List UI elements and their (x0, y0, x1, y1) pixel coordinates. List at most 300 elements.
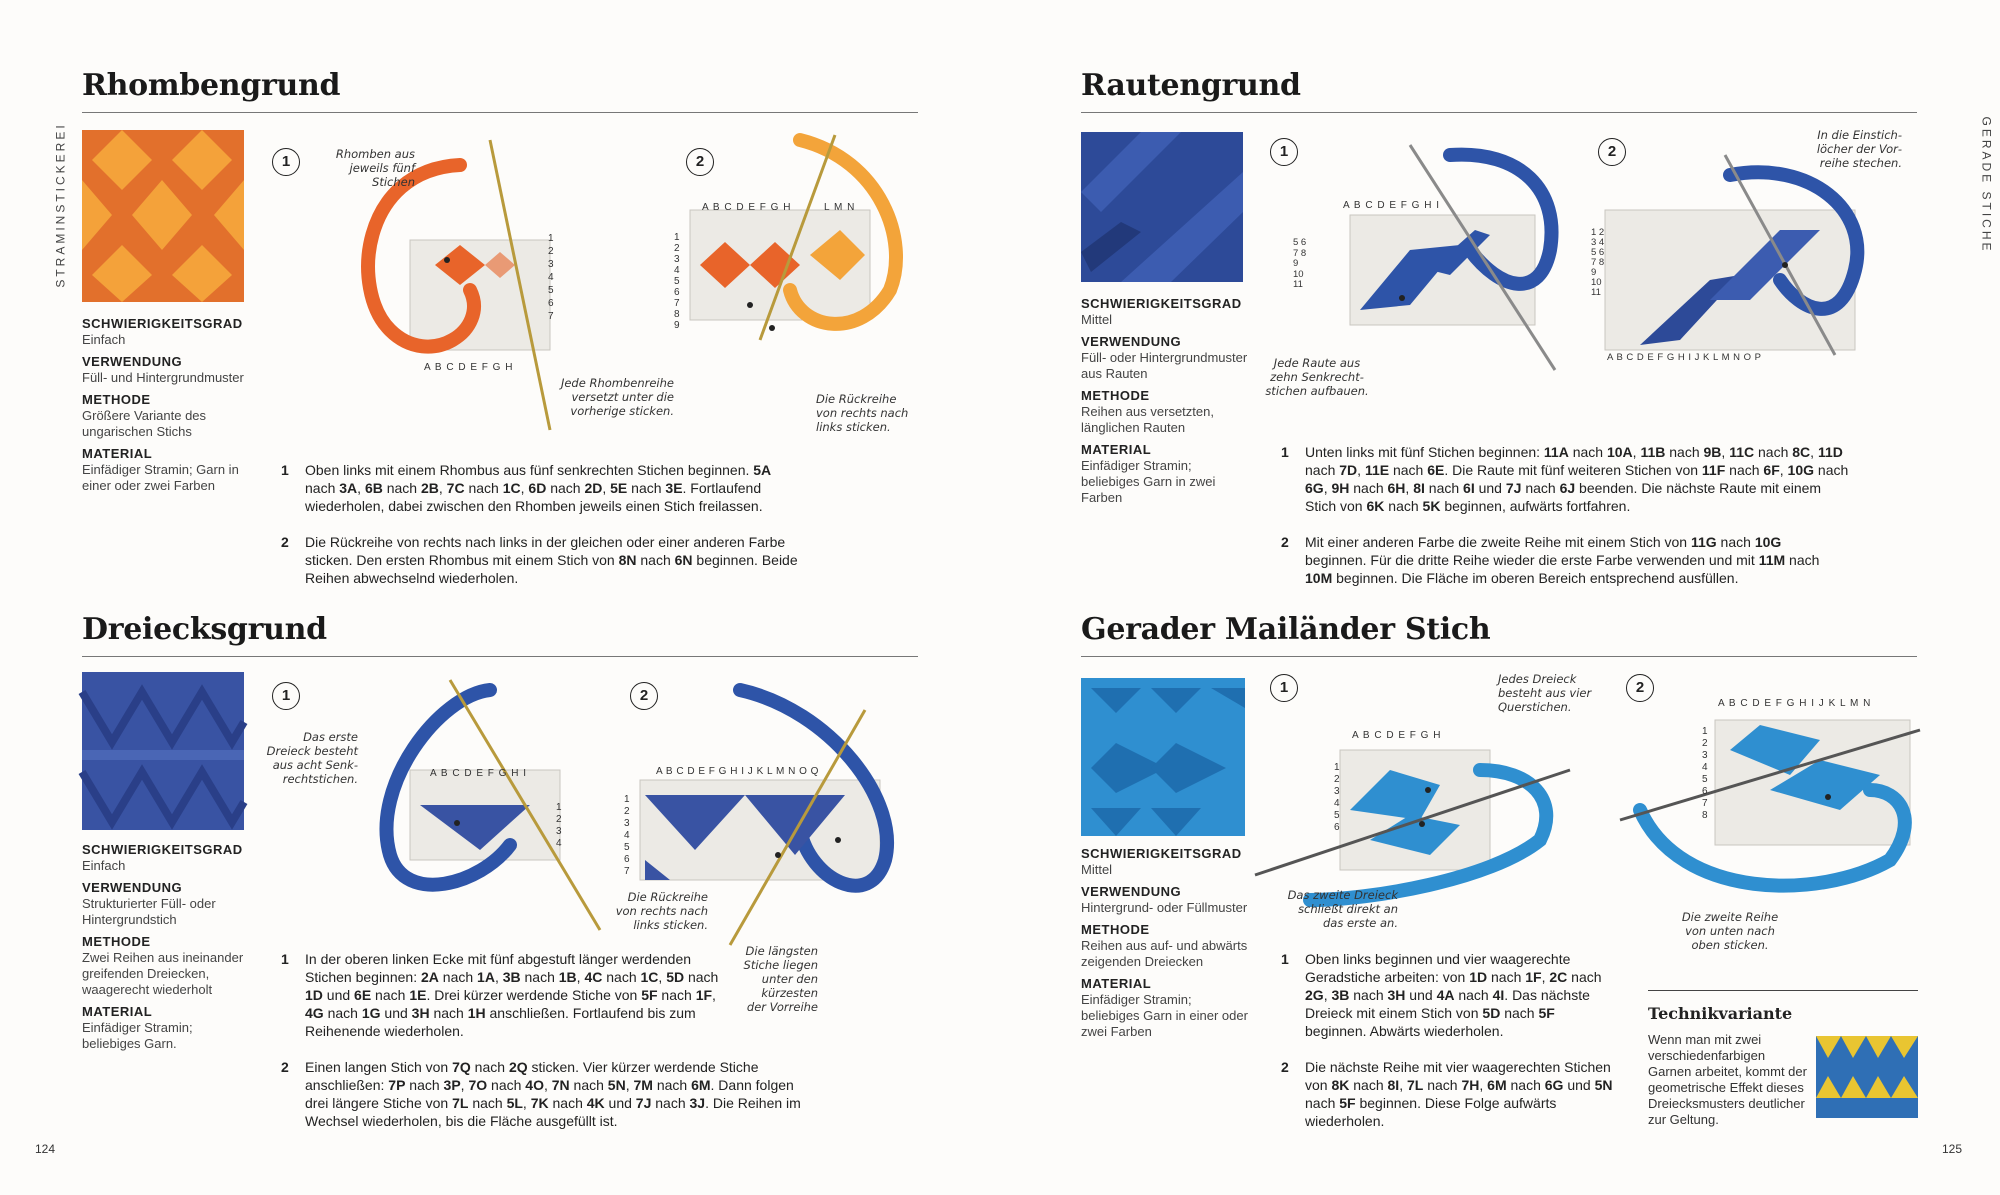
step-fragment: nach (548, 1095, 587, 1111)
info-heading: SCHWIERIGKEITSGRAD (82, 316, 243, 331)
step-fragment: Oben links mit einem Rhombus aus fünf senkrechten Stichen beginnen. (305, 462, 754, 478)
step-fragment: nach (1725, 462, 1764, 478)
step-fragment: , (712, 987, 716, 1003)
step-fragment: , (543, 1077, 552, 1093)
step-fragment: nach (636, 552, 675, 568)
step-fragment: nach (1568, 444, 1607, 460)
section-title-gerader-mailaender-stich: Gerader Mailänder Stich (1081, 612, 1491, 647)
step-fragment: , (1323, 480, 1332, 496)
stitch-ref: 8C (1792, 444, 1811, 460)
info-heading: METHODE (82, 392, 151, 407)
stitch-ref: 1F (1525, 969, 1542, 985)
stitch-ref: 6M (691, 1077, 711, 1093)
grid-letters: A B C D E F G H (1352, 730, 1442, 741)
stitch-ref: 1E (409, 987, 427, 1003)
step-fragment: , (602, 480, 611, 496)
step-fragment: nach (1454, 987, 1493, 1003)
step-fragment: nach (464, 480, 503, 496)
step-fragment: . Drei kürzer werdende Stiche von (426, 987, 642, 1003)
info-value: Füll- oder Hintergrundmuster aus Rauten (1081, 350, 1248, 381)
stitch-ref: 5L (506, 1095, 523, 1111)
info-value: Einfädiger Stramin; beliebiges Garn. (82, 1020, 193, 1051)
stitch-ref: 10G (1787, 462, 1815, 478)
stitch-ref: 4G (305, 1005, 324, 1021)
step-fragment: , (1541, 969, 1550, 985)
info-heading: VERWENDUNG (1081, 884, 1182, 899)
step-text (1281, 533, 1835, 587)
stitch-ref: 1D (1469, 969, 1488, 985)
section-title-dreiecksgrund: Dreiecksgrund (82, 612, 327, 647)
step-fragment: nach (305, 480, 340, 496)
grid-letters: A B C D E F G H (424, 362, 514, 373)
stitch-ref: 3A (339, 480, 358, 496)
step-fragment: , (576, 969, 585, 985)
step-fragment: In der oberen linken Ecke mit fünf abgestuft länger werdenden Stichen beginnen: (305, 951, 692, 985)
stitch-ref: 5F (1339, 1095, 1356, 1111)
info-value: Strukturierter Füll- oder Hintergrundstich (82, 896, 216, 927)
info-value: Mittel (1081, 862, 1113, 877)
stitch-ref: 4A (1436, 987, 1455, 1003)
step-number: 1 (1281, 951, 1289, 967)
illustration-rhombengrund-2 (680, 130, 920, 380)
step-fragment: und (1474, 480, 1506, 496)
step-fragment: . Dann folgen drei längere Stiche von (305, 1077, 794, 1111)
stitch-ref: 5F (1538, 1005, 1555, 1021)
step-marker-1: 1 (272, 148, 300, 176)
step-text (1281, 1058, 1615, 1130)
step-fragment: , (438, 480, 447, 496)
step-fragment: , (494, 969, 503, 985)
section-title-rautengrund: Rautengrund (1081, 68, 1301, 103)
swatch-gerader-mailaender-stich (1081, 678, 1245, 836)
step-fragment: nach (371, 987, 410, 1003)
stitch-ref: 3B (1331, 987, 1350, 1003)
step-body (305, 462, 771, 514)
step-fragment: nach (1567, 969, 1602, 985)
grid-letters: A B C D E F G H I J K L M N O Q (656, 766, 819, 777)
step-fragment: nach (429, 1005, 468, 1021)
step-fragment: , (1721, 444, 1730, 460)
grid-letters: A B C D E F G H I J K L M N O P (1607, 352, 1762, 363)
stitch-ref: 10M (1305, 570, 1333, 586)
grid-numbers: 1 2 3 4 5 6 (1334, 762, 1340, 833)
note: Die zweite Reihe von unten nach oben sticken. (1681, 910, 1779, 952)
step-fragment: beginnen. Für die dritte Reihe wieder die erste Farbe verwenden und mit (1305, 552, 1759, 568)
stitch-ref: 2A (420, 969, 439, 985)
info-value: Einfädiger Stramin; Garn in einer oder zwei Farben (82, 462, 239, 493)
note: Rhomben aus jeweils fünf Stichen (335, 147, 415, 189)
info-heading: METHODE (1081, 388, 1150, 403)
info-value: Füll- und Hintergrundmuster (82, 370, 244, 385)
stitch-ref: 8N (618, 552, 637, 568)
step-text (1281, 950, 1615, 1040)
step-fragment: . Das nächste Dreieck mit einem Stich von (1305, 987, 1590, 1021)
stitch-ref: 11F (1701, 462, 1726, 478)
step-fragment: nach (520, 969, 559, 985)
stitch-ref: 6G (1305, 480, 1324, 496)
stitch-ref: 1F (695, 987, 713, 1003)
step-fragment: nach (1423, 1077, 1462, 1093)
note: Das zweite Dreieck schließt direkt an das erste an. (1287, 888, 1398, 930)
step-fragment: und (1563, 1077, 1595, 1093)
stitch-ref: 11M (1758, 552, 1786, 568)
step-fragment: nach (1349, 1077, 1388, 1093)
step-marker-1: 1 (1270, 674, 1298, 702)
step-marker-1: 1 (272, 682, 300, 710)
step-fragment: beginnen. Abwärts wiederholen. (1305, 1023, 1504, 1039)
technikvariante-text: Wenn man mit zwei verschiedenfarbigen Garnen arbeitet, kommt der geometrische Effekt dieses Dreiecksmusters deutlicher zur Geltung. (1648, 1032, 1807, 1127)
step-fragment: nach (1500, 1005, 1539, 1021)
grid-numbers: 1 2 3 4 5 6 7 (548, 233, 554, 322)
stitch-ref: 7K (530, 1095, 549, 1111)
step-text (1281, 443, 1849, 515)
stitch-ref: 4C (584, 969, 603, 985)
step-text (281, 533, 803, 587)
technikvariante-swatch (1816, 1036, 1918, 1118)
step-fragment: nach (487, 1077, 526, 1093)
step-fragment: nach (1305, 1095, 1340, 1111)
step-fragment: nach (1665, 444, 1704, 460)
step-fragment: nach (1785, 552, 1820, 568)
stitch-ref: 11D (1817, 444, 1843, 460)
step-text (281, 461, 803, 515)
grid-numbers: 1 2 3 4 5 6 7 8 9 10 11 (1591, 227, 1605, 298)
stitch-ref: 5N (1594, 1077, 1613, 1093)
section-rule (82, 656, 918, 657)
stitch-ref: 1A (477, 969, 495, 985)
grid-numbers: 1 2 3 4 5 6 7 8 9 (674, 232, 680, 331)
stitch-ref: 6M (1487, 1077, 1507, 1093)
stitch-ref: 1B (558, 969, 577, 985)
step-fragment: nach (546, 480, 585, 496)
swatch-rhombengrund (82, 130, 244, 302)
info-value: Einfädiger Stramin; beliebiges Garn in zwei Farben (1081, 458, 1216, 505)
step-fragment: nach (1389, 462, 1428, 478)
step-body (1305, 1059, 1612, 1129)
grid-numbers: 5 6 7 8 9 10 11 (1293, 237, 1307, 290)
grid-letters: A B C D E F G H I J K L M N (1718, 698, 1872, 709)
step-fragment: beginnen. Diese Folge aufwärts wiederholen. (1305, 1095, 1557, 1129)
step-fragment: nach (651, 1095, 690, 1111)
step-fragment: , (1357, 462, 1365, 478)
stitch-ref: 6J (1559, 480, 1576, 496)
stitch-ref: 8I (1387, 1077, 1400, 1093)
step-fragment: , (357, 480, 365, 496)
step-body (1305, 534, 1819, 586)
step-fragment: und (604, 1095, 636, 1111)
stitch-ref: 2C (1549, 969, 1568, 985)
info-heading: MATERIAL (82, 446, 153, 461)
step-number: 1 (281, 951, 289, 967)
step-marker-2: 2 (1626, 674, 1654, 702)
stitch-ref: 7N (551, 1077, 570, 1093)
step-fragment: sticken. Vier kürzer werdende Stiche anschließen: (305, 1059, 759, 1093)
step-fragment: Die Rückreihe von rechts nach links in der gleichen oder einer anderen Farbe sticken. Den ersten Rhombus mit einem Stich von (305, 534, 786, 568)
info-value: Einfach (82, 332, 126, 347)
step-fragment: , (522, 1095, 531, 1111)
section-title-rhombengrund: Rhombengrund (82, 68, 341, 103)
stitch-ref: 1H (467, 1005, 486, 1021)
stitch-ref: 5K (1422, 498, 1441, 514)
stitch-ref: 7H (1461, 1077, 1480, 1093)
info-heading: METHODE (82, 934, 151, 949)
grid-letters: A B C D E F G H I (1343, 200, 1441, 211)
stitch-ref: 3E (665, 480, 683, 496)
stitch-ref: 3H (411, 1005, 430, 1021)
grid-numbers: 1 2 3 4 (556, 802, 562, 849)
illustration-dreiecksgrund-1 (360, 675, 610, 935)
step-fragment: nach (470, 1059, 509, 1075)
info-value: Zwei Reihen aus ineinander greifenden Dreiecken, waagerecht wiederholt (82, 950, 244, 997)
step-marker-1: 1 (1270, 138, 1298, 166)
stitch-ref: 2D (584, 480, 603, 496)
step-body (305, 951, 718, 1039)
stitch-ref: 6D (528, 480, 547, 496)
step-body (305, 1059, 801, 1129)
step-fragment: , (1479, 1077, 1488, 1093)
technikvariante-title: Technikvariante (1648, 1004, 1793, 1023)
step-body (305, 534, 798, 586)
illustration-rautengrund-2 (1600, 150, 1870, 370)
stitch-ref: 5N (607, 1077, 626, 1093)
stitch-ref: 3H (1387, 987, 1406, 1003)
stitch-ref: 7D (1339, 462, 1358, 478)
stitch-ref: 9B (1703, 444, 1722, 460)
stitch-ref: 5A (753, 462, 772, 478)
step-marker-2: 2 (686, 148, 714, 176)
info-block (82, 316, 252, 494)
step-fragment: , (1810, 444, 1818, 460)
step-fragment: beginnen. Beide Reihen abwechselnd wiederholen. (305, 552, 798, 586)
stitch-ref: 2G (1305, 987, 1324, 1003)
section-rule (82, 112, 918, 113)
stitch-ref: 11B (1640, 444, 1666, 460)
step-fragment: nach (1814, 462, 1849, 478)
stitch-ref: 5F (641, 987, 658, 1003)
stitch-ref: 7J (635, 1095, 652, 1111)
step-fragment: beginnen. Die Fläche im oberen Bereich entsprechend ausfüllen. (1332, 570, 1739, 586)
step-number: 2 (281, 534, 289, 550)
note: Jede Rhombenreihe versetzt unter die vorherige sticken. (560, 376, 674, 418)
illustration-rautengrund-1 (1300, 140, 1590, 380)
stitch-ref: 7M (633, 1077, 653, 1093)
stitch-ref: 4K (586, 1095, 605, 1111)
stitch-ref: 6F (1763, 462, 1780, 478)
step-fragment: , (1405, 480, 1414, 496)
step-fragment: nach (657, 987, 696, 1003)
stitch-ref: 4O (525, 1077, 544, 1093)
stitch-ref: 6E (1427, 462, 1445, 478)
step-fragment: nach (1384, 498, 1423, 514)
stitch-ref: 11E (1364, 462, 1390, 478)
grid-letters: A B C D E F G H (702, 202, 792, 213)
stitch-ref: 6K (1366, 498, 1385, 514)
stitch-ref: 7Q (452, 1059, 471, 1075)
step-fragment: nach (1521, 480, 1560, 496)
step-number: 2 (1281, 1059, 1289, 1075)
note: Die Rückreihe von rechts nach links sticken. (615, 890, 708, 932)
note: Das erste Dreieck besteht aus acht Senkrechtstichen. (266, 730, 358, 786)
stitch-ref: 6N (674, 552, 693, 568)
step-fragment: nach (627, 480, 666, 496)
stitch-ref: 4I (1492, 987, 1505, 1003)
stitch-ref: 7C (446, 480, 465, 496)
grid-letters: A B C D E F G H I (430, 768, 528, 779)
step-fragment: , (1632, 444, 1641, 460)
swatch-rautengrund (1081, 132, 1243, 282)
stitch-ref: 8I (1413, 480, 1425, 496)
step-fragment: und (322, 987, 355, 1003)
step-fragment: . Die Raute mit fünf weiteren Stichen von (1444, 462, 1702, 478)
page-number-left: 124 (35, 1142, 56, 1156)
stitch-ref: 6E (354, 987, 372, 1003)
info-value: Hintergrund- oder Füllmuster (1081, 900, 1248, 915)
info-value: Größere Variante des ungarischen Stichs (82, 408, 207, 439)
stitch-ref: 10A (1606, 444, 1633, 460)
info-value: Reihen aus auf- und abwärts zeigenden Dreiecken (1081, 938, 1248, 969)
step-fragment: nach (323, 1005, 362, 1021)
info-heading: MATERIAL (82, 1004, 153, 1019)
stitch-ref: 3B (502, 969, 521, 985)
stitch-ref: 8K (1331, 1077, 1350, 1093)
step-fragment: , (658, 969, 667, 985)
step-fragment: , (520, 480, 529, 496)
note: Die Rückreihe von rechts nach links sticken. (816, 392, 909, 434)
info-value: Mittel (1081, 312, 1113, 327)
step-text (281, 1058, 805, 1130)
info-heading: METHODE (1081, 922, 1150, 937)
step-number: 1 (281, 462, 289, 478)
stitch-ref: 7L (1406, 1077, 1424, 1093)
step-fragment: Die nächste Reihe mit vier waagerechten Stichen von (1305, 1059, 1611, 1093)
technikvariante-rule (1648, 990, 1918, 991)
step-fragment: , (460, 1077, 469, 1093)
note: Jedes Dreieck besteht aus vier Querstichen. (1498, 672, 1592, 714)
info-value: Einfach (82, 858, 126, 873)
stitch-ref: 9H (1331, 480, 1350, 496)
step-fragment: und (1405, 987, 1437, 1003)
step-fragment: nach (1487, 969, 1526, 985)
stitch-ref: 6I (1463, 480, 1475, 496)
step-marker-2: 2 (1598, 138, 1626, 166)
section-rule (1081, 112, 1917, 113)
info-heading: MATERIAL (1081, 976, 1152, 991)
section-rule (1081, 656, 1917, 657)
stitch-ref: 1D (305, 987, 323, 1003)
stitch-ref: 7J (1505, 480, 1522, 496)
info-value: Einfädiger Stramin; beliebiges Garn in einer oder zwei Farben (1081, 992, 1248, 1039)
step-fragment: nach (438, 969, 478, 985)
step-fragment: nach (1349, 987, 1388, 1003)
step-fragment: nach (1506, 1077, 1545, 1093)
illustration-mailaender-1 (1250, 730, 1580, 910)
info-block (1081, 846, 1251, 1040)
stitch-ref: 3J (689, 1095, 706, 1111)
step-fragment: nach (1754, 444, 1793, 460)
step-number: 2 (281, 1059, 289, 1075)
stitch-ref: 11C (1729, 444, 1755, 460)
step-fragment: nach (1349, 480, 1388, 496)
step-fragment: nach (1424, 480, 1464, 496)
note: Jede Raute aus zehn Senkrechtstichen aufbauen. (1265, 356, 1369, 398)
info-heading: SCHWIERIGKEITSGRAD (1081, 846, 1242, 861)
step-fragment: Oben links beginnen und vier waagerechte Geradstiche arbeiten: von (1305, 951, 1571, 985)
step-fragment: Einen langen Stich von (305, 1059, 453, 1075)
illustration-mailaender-2 (1620, 700, 1920, 920)
step-fragment: , (1399, 1077, 1407, 1093)
step-fragment: . Fortlaufend wiederholen, dabei zwischen den Rhomben jeweils einen Stich freilassen. (305, 480, 763, 514)
stitch-ref: 7O (468, 1077, 488, 1093)
step-body (1305, 951, 1602, 1039)
info-heading: VERWENDUNG (82, 880, 183, 895)
stitch-ref: 6H (1387, 480, 1406, 496)
stitch-ref: 7L (452, 1095, 469, 1111)
stitch-ref: 1G (361, 1005, 381, 1021)
info-heading: VERWENDUNG (82, 354, 183, 369)
step-fragment: beginnen, aufwärts fortfahren. (1440, 498, 1631, 514)
stitch-ref: 1C (640, 969, 659, 985)
info-heading: MATERIAL (1081, 442, 1152, 457)
step-fragment: . Die Reihen im Wechsel wiederholen, bis die Fläche ausgefüllt ist. (305, 1095, 801, 1129)
note: Die längsten Stiche liegen unter den kürzesten der Vorreihe (743, 944, 818, 1014)
step-fragment: beenden. Die nächste Raute mit einem Stich von (1305, 480, 1822, 514)
grid-numbers: 1 2 3 4 5 6 7 (624, 794, 630, 877)
stitch-ref: 6B (364, 480, 383, 496)
step-fragment: , (625, 1077, 634, 1093)
info-block (1081, 296, 1251, 506)
grid-numbers: 1 2 3 4 5 6 7 8 (1702, 726, 1708, 821)
info-block (82, 842, 252, 1052)
step-fragment: und (380, 1005, 412, 1021)
stitch-ref: 2B (420, 480, 439, 496)
stitch-ref: 11G (1690, 534, 1717, 550)
side-label-right: GERADE STICHE (1979, 116, 1994, 254)
page-number-right: 125 (1942, 1142, 1963, 1156)
grid-letters: L M N (824, 202, 856, 213)
info-heading: SCHWIERIGKEITSGRAD (1081, 296, 1242, 311)
step-number: 1 (1281, 444, 1289, 460)
stitch-ref: 1C (502, 480, 521, 496)
stitch-ref: 2Q (508, 1059, 528, 1075)
step-text (281, 950, 725, 1040)
step-fragment: nach (382, 480, 421, 496)
step-fragment: nach (602, 969, 641, 985)
stitch-ref: 10G (1754, 534, 1782, 550)
side-label-left: STRAMINSTICKEREI (53, 122, 68, 288)
stitch-ref: 5D (1482, 1005, 1501, 1021)
stitch-ref: 7P (388, 1077, 406, 1093)
step-fragment: anschließen. Fortlaufend bis zum Reihenende wiederholen. (305, 1005, 696, 1039)
step-fragment: nach (405, 1077, 444, 1093)
step-fragment: nach (684, 969, 719, 985)
step-fragment: nach (1716, 534, 1755, 550)
step-fragment: nach (468, 1095, 507, 1111)
stitch-ref: 6G (1544, 1077, 1564, 1093)
info-heading: VERWENDUNG (1081, 334, 1182, 349)
step-fragment: Unten links mit fünf Stichen beginnen: (1305, 444, 1544, 460)
stitch-ref: 11A (1543, 444, 1569, 460)
stitch-ref: 3P (443, 1077, 461, 1093)
step-fragment: Mit einer anderen Farbe die zweite Reihe mit einem Stich von (1305, 534, 1691, 550)
step-number: 2 (1281, 534, 1289, 550)
step-fragment: , (1323, 987, 1332, 1003)
step-fragment: nach (569, 1077, 608, 1093)
stitch-ref: 5E (610, 480, 628, 496)
step-body (1305, 444, 1848, 514)
info-heading: SCHWIERIGKEITSGRAD (82, 842, 243, 857)
info-value: Reihen aus versetzten, länglichen Rauten (1081, 404, 1214, 435)
step-fragment: nach (652, 1077, 692, 1093)
